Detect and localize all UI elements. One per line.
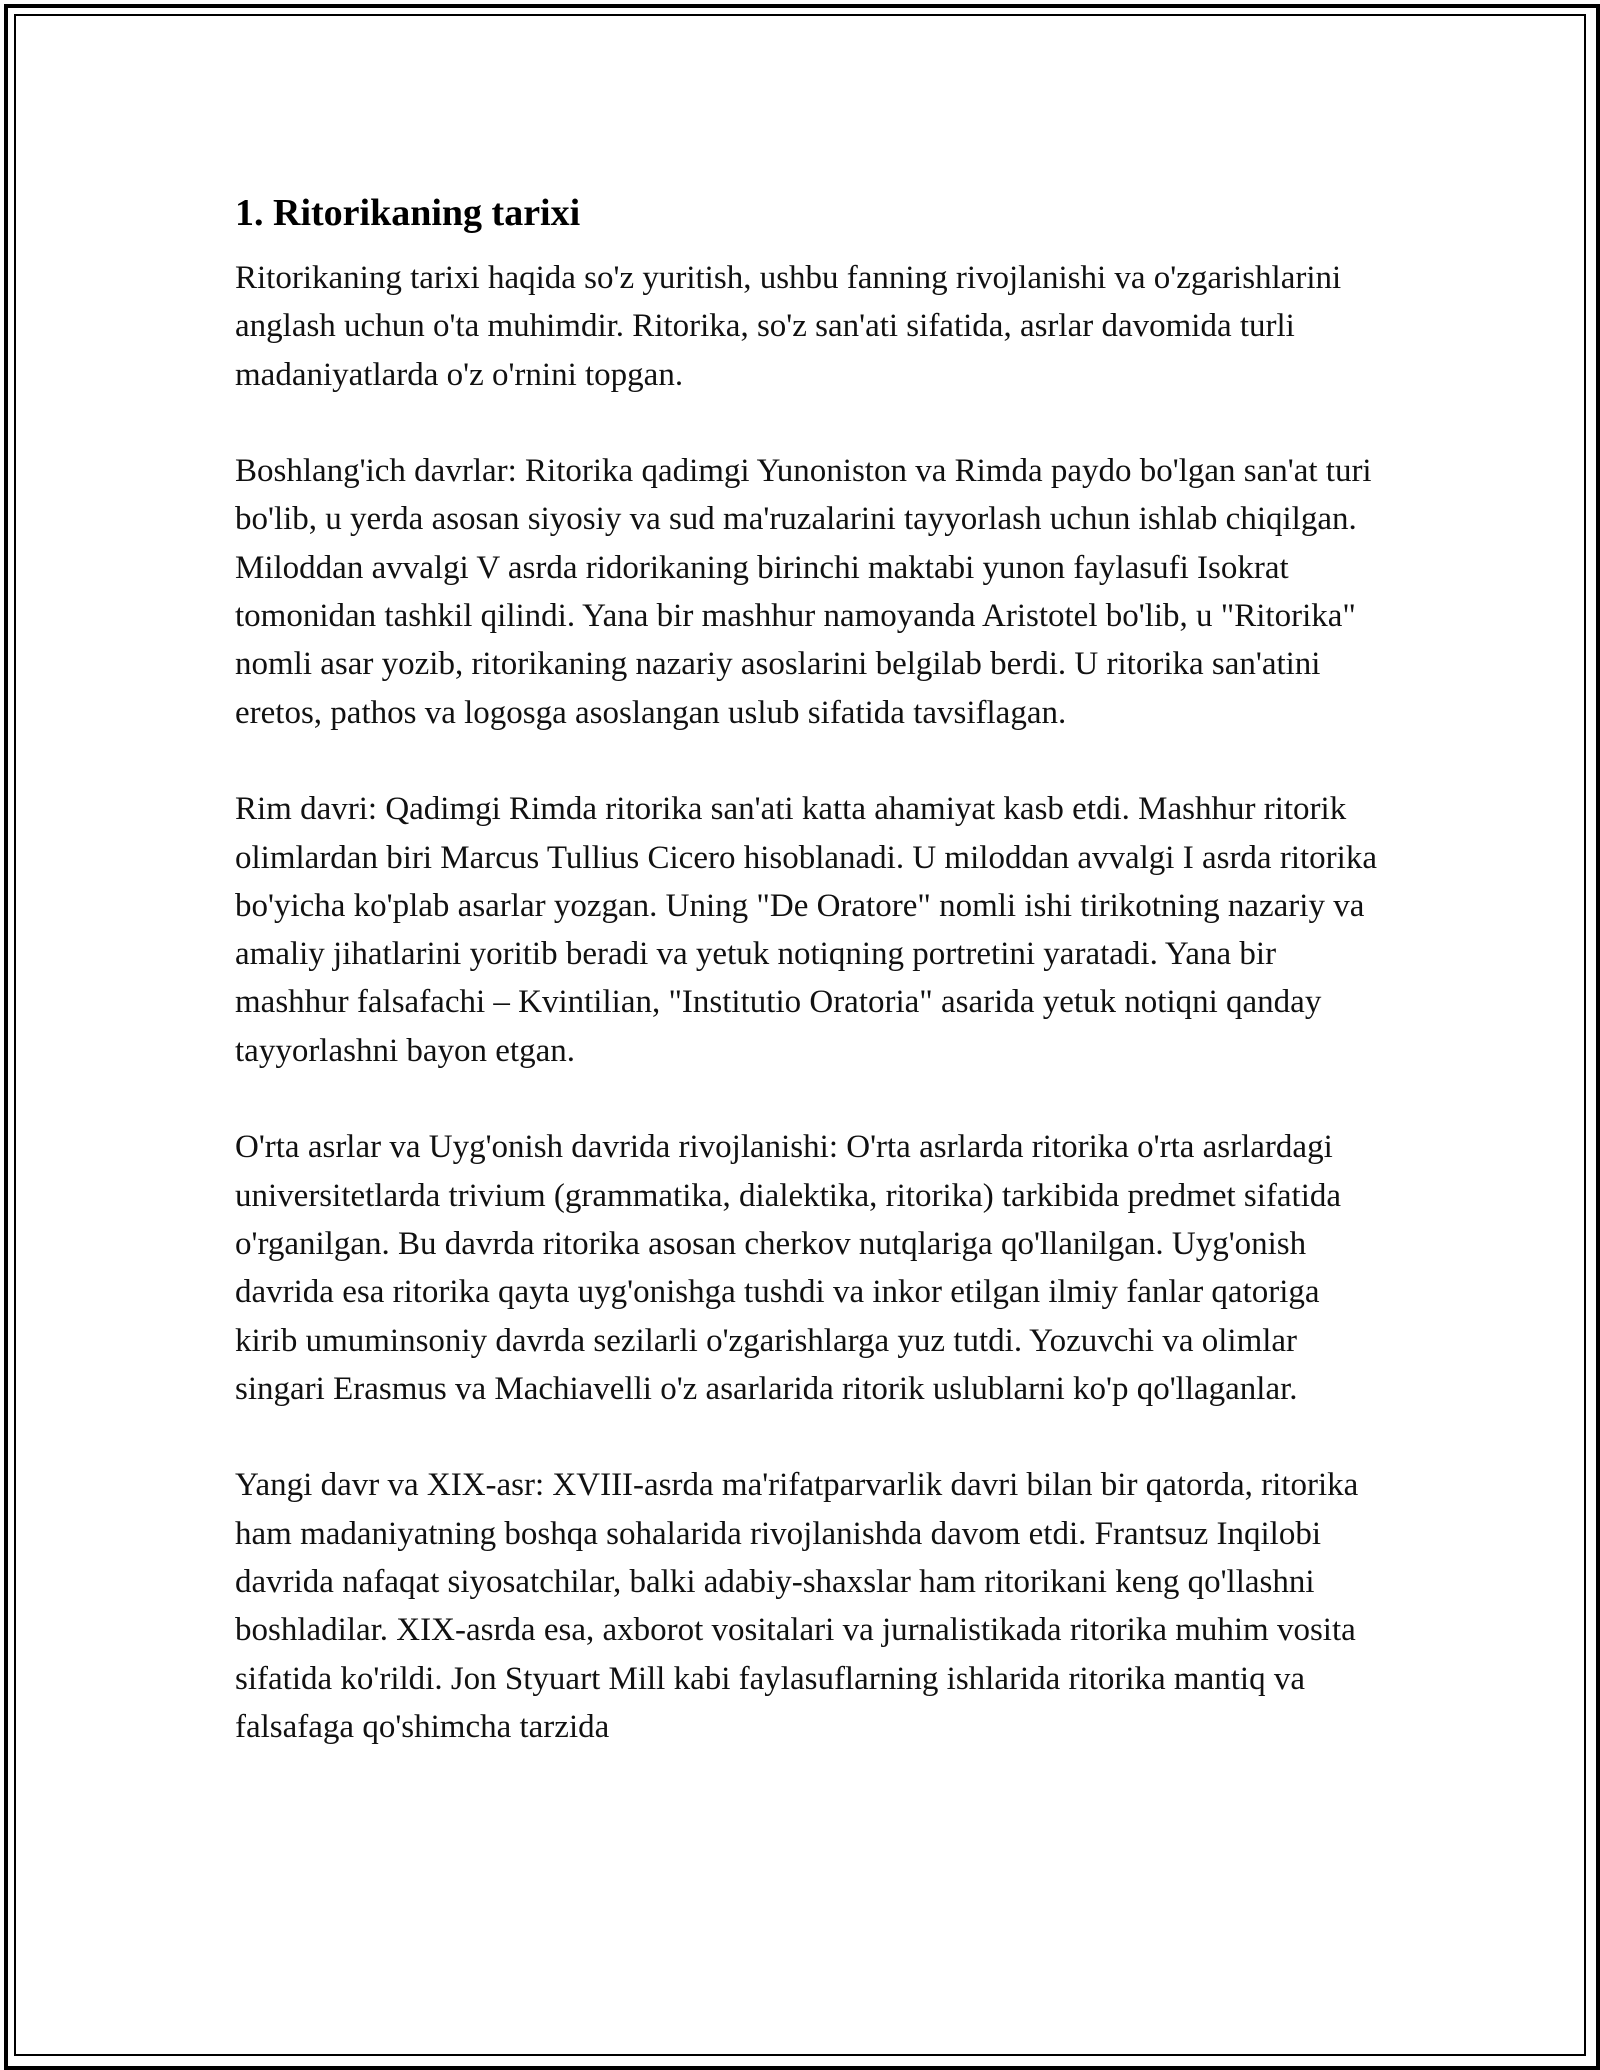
paragraph-modern-era: Yangi davr va XIX-asr: XVIII-asrda ma'rifatparvarlik davri bilan bir qatorda, ritorika ham madaniyatning boshqa sohalarida rivojlanishda davom etdi. Frantsuz Inqilobi davrida nafaqat siyosatchilar, balki adabiy-shaxslar ham ritorikani keng qo'llashni boshladilar. XIX-asrda esa, axborot vositalari va jurnalistikada ritorika muhim vosita sifatida ko'rildi. Jon Styuart Mill kabi faylasuflarning ishlarida ritorika mantiq va falsafaga qo'shimcha tarzida (235, 1467, 1359, 1745)
paragraph-middle-ages-renaissance: O'rta asrlar va Uyg'onish davrida rivojlanishi: O'rta asrlarda ritorika o'rta asrlardagi universitetlarda trivium (grammatika, dialektika, ritorika) tarkibida predmet sifatida o'rganilgan. Bu davrda ritorika asosan cherkov nutqlariga qo'llanilgan. Uyg'onish davrida esa ritorika qayta uyg'onishga tushdi va inkor etilgan ilmiy fanlar qatoriga kirib umuminsoniy davrda sezilarli o'zgarishlarga yuz tutdi. Yozuvchi va olimlar singari Erasmus va Machiavelli o'z asarlarida ritorik uslublarni ko'p qo'llaganlar. (235, 1129, 1342, 1407)
paragraph-early-periods: Boshlang'ich davrlar: Ritorika qadimgi Yunoniston va Rimda paydo bo'lgan san'at turi bo'lib, u yerda asosan siyosiy va sud ma'ruzalarini tayyorlash uchun ishlab chiqilgan. Miloddan avvalgi V asrda ridorikaning birinchi maktabi yunon faylasufi Isokrat tomonidan tashkil qilindi. Yana bir mashhur namoyanda Aristotel bo'lib, u "Ritorika" nomli asar yozib, ritorikaning nazariy asoslarini belgilab berdi. U ritorika san'atini eretos, pathos va logosga asoslangan uslub sifatida tavsiflagan. (235, 453, 1372, 731)
paragraph-roman-period: Rim davri: Qadimgi Rimda ritorika san'ati katta ahamiyat kasb etdi. Mashhur ritorik olimlardan biri Marcus Tullius Cicero hisoblanadi. U miloddan avvalgi I asrda ritorika bo'yicha ko'plab asarlar yozgan. Uning "De Oratore" nomli ishi tirikotning nazariy va amaliy jihatlarini yoritib beradi va yetuk notiqning portretini yaratadi. Yana bir mashhur falsafachi – Kvintilian, "Institutio Oratoria" asarida yetuk notiqni qanday tayyorlashni bayon etgan. (235, 791, 1377, 1069)
paragraph-intro: Ritorikaning tarixi haqida so'z yuritish, ushbu fanning rivojlanishi va o'zgarishlarini anglash uchun o'ta muhimdir. Ritorika, so'z san'ati sifatida, asrlar davomida turli madaniyatlarda o'z o'rnini topgan. (235, 260, 1342, 393)
section-heading: 1. Ritorikaning tarixi (235, 192, 581, 234)
document-body (235, 186, 1385, 1751)
